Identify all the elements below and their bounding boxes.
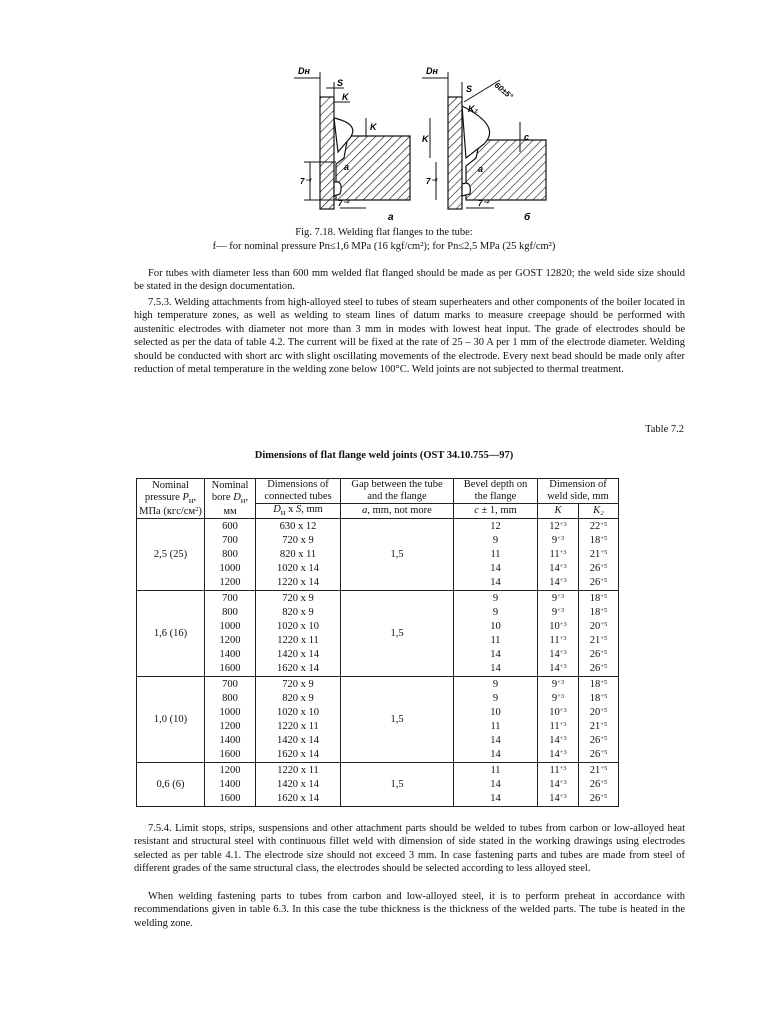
figure-caption-line1: Fig. 7.18. Welding flat flanges to the tube: bbox=[295, 227, 473, 238]
k-value: $10^{+3}$ bbox=[549, 707, 567, 719]
bevel-depth: 9 bbox=[492, 593, 499, 605]
table-label: Table 7.2 bbox=[645, 424, 684, 435]
bevel-depth: 11 bbox=[490, 635, 501, 647]
table-row bbox=[137, 677, 619, 763]
bevel-depth-column bbox=[454, 763, 538, 807]
k2-value: $26^{+5}$ bbox=[589, 649, 608, 661]
header-weld: Dimension of weld side, mm bbox=[538, 479, 619, 504]
k2-value-column bbox=[579, 591, 619, 677]
tube-dimension-column bbox=[256, 519, 341, 591]
bore-value: 1200 bbox=[219, 577, 241, 589]
tolerance: +3 bbox=[559, 577, 567, 585]
bore-value: 1400 bbox=[219, 779, 241, 791]
tolerance: +5 bbox=[600, 521, 608, 529]
tube-dimension: 630 x 12 bbox=[279, 521, 317, 533]
k2-value: $26^{+5}$ bbox=[589, 779, 608, 791]
table-row bbox=[137, 763, 619, 807]
bore-value: 1600 bbox=[219, 663, 241, 675]
header-bevel-sub: c ± 1, mm bbox=[454, 504, 538, 519]
a-gap-label-b: a bbox=[478, 164, 484, 174]
tolerance: +5 bbox=[600, 593, 608, 601]
tolerance: +3 bbox=[559, 521, 567, 529]
tube-dimension: 1220 x 14 bbox=[277, 577, 319, 589]
tube-dimension: 1220 x 11 bbox=[277, 721, 319, 733]
k-value: $14^{+3}$ bbox=[549, 749, 567, 761]
k2-value: $21^{+5}$ bbox=[589, 635, 608, 647]
figure-caption-line2: f— for nominal pressure Pn≤1,6 MPa (16 kgf/cm²); for Pn≤2,5 MPa (25 kgf/cm²) bbox=[212, 241, 556, 252]
k2-value: $20^{+5}$ bbox=[589, 707, 608, 719]
tolerance: +5 bbox=[600, 765, 608, 773]
tolerance: +5 bbox=[600, 563, 608, 571]
k-value: $9^{+3}$ bbox=[551, 679, 565, 691]
k2-value: $26^{+5}$ bbox=[589, 577, 608, 589]
tolerance: +5 bbox=[600, 549, 608, 557]
pressure-cell: 1,6 (16) bbox=[137, 591, 205, 677]
bevel-depth: 10 bbox=[490, 621, 501, 633]
bore-value: 800 bbox=[222, 549, 238, 561]
tolerance: +3 bbox=[559, 793, 567, 801]
weld-joint-figure bbox=[280, 62, 570, 224]
k2-value: $22^{+5}$ bbox=[589, 521, 608, 533]
k2-value: $18^{+5}$ bbox=[589, 535, 608, 547]
k-value: $14^{+3}$ bbox=[549, 735, 567, 747]
bevel-depth: 9 bbox=[492, 607, 499, 619]
tolerance: +3 bbox=[559, 765, 567, 773]
tolerance: +5 bbox=[600, 577, 608, 585]
pressure-cell: 0,6 (6) bbox=[137, 763, 205, 807]
weld-joint-drawing bbox=[280, 62, 570, 224]
tube-dimension: 1220 x 11 bbox=[277, 635, 319, 647]
k2-value: $18^{+5}$ bbox=[589, 693, 608, 705]
tube-dimension-column bbox=[256, 677, 341, 763]
k-value: $9^{+3}$ bbox=[551, 593, 565, 605]
bevel-depth-column bbox=[454, 519, 538, 591]
bore-value: 700 bbox=[222, 535, 238, 547]
k-value: $10^{+3}$ bbox=[549, 621, 567, 633]
bevel-depth: 14 bbox=[490, 735, 501, 747]
k2-value: $21^{+5}$ bbox=[589, 549, 608, 561]
tolerance: +3 bbox=[557, 607, 565, 615]
flange-dimensions-table bbox=[136, 478, 619, 807]
tol-horiz-label-b: 7⁻² bbox=[478, 199, 490, 208]
k-value: $14^{+3}$ bbox=[549, 649, 567, 661]
tolerance: +5 bbox=[600, 721, 608, 729]
bore-value: 600 bbox=[222, 521, 238, 533]
k2-value: $18^{+5}$ bbox=[589, 679, 608, 691]
tolerance: +3 bbox=[557, 693, 565, 701]
bevel-depth: 11 bbox=[490, 765, 501, 777]
bore-value-column bbox=[205, 519, 256, 591]
tolerance: +5 bbox=[600, 749, 608, 757]
bevel-depth-column bbox=[454, 591, 538, 677]
tube-dimension-column bbox=[256, 763, 341, 807]
tube-dimension: 720 x 9 bbox=[282, 679, 314, 691]
k-value: $12^{+3}$ bbox=[549, 521, 567, 533]
gap-cell: 1,5 bbox=[341, 519, 454, 591]
bevel-depth: 9 bbox=[492, 535, 499, 547]
header-pressure: Nominal pressure $P_н$, МПа $(кгс/см^2)$ bbox=[137, 479, 205, 519]
k2-value: $21^{+5}$ bbox=[589, 721, 608, 733]
tolerance: +5 bbox=[600, 693, 608, 701]
tube-dimension: 1020 x 10 bbox=[277, 707, 319, 719]
k-value: $9^{+3}$ bbox=[551, 535, 565, 547]
k-value: $11^{+3}$ bbox=[549, 635, 567, 647]
k-value-column bbox=[538, 763, 579, 807]
tolerance: +3 bbox=[559, 621, 567, 629]
tolerance: +5 bbox=[600, 735, 608, 743]
tolerance: +3 bbox=[559, 779, 567, 787]
tolerance: +3 bbox=[559, 635, 567, 643]
k2-value: $26^{+5}$ bbox=[589, 749, 608, 761]
variant-b-label: б bbox=[524, 212, 531, 223]
tube-dimension: 1020 x 14 bbox=[277, 563, 319, 575]
tube-dimension: 1620 x 14 bbox=[277, 793, 319, 805]
tube-dimension: 720 x 9 bbox=[282, 535, 314, 547]
k-value: $14^{+3}$ bbox=[549, 663, 567, 675]
k-value: $11^{+3}$ bbox=[549, 549, 567, 561]
k-label-side: K bbox=[370, 122, 377, 132]
k2-label: K₂ bbox=[468, 104, 478, 114]
dn-label-b: Dн bbox=[426, 66, 438, 76]
tolerance: +3 bbox=[557, 535, 565, 543]
header-k2: K₂ bbox=[579, 504, 619, 519]
bevel-depth: 11 bbox=[490, 721, 501, 733]
tolerance: +3 bbox=[559, 563, 567, 571]
bevel-depth: 14 bbox=[490, 649, 501, 661]
bore-value: 1400 bbox=[219, 649, 241, 661]
k-label: K bbox=[342, 92, 349, 102]
bore-value-column bbox=[205, 677, 256, 763]
bevel-depth-column bbox=[454, 677, 538, 763]
pressure-cell: 1,0 (10) bbox=[137, 677, 205, 763]
k-value: $14^{+3}$ bbox=[549, 779, 567, 791]
header-tubes: Dimensions of connected tubes bbox=[256, 479, 341, 504]
tol-vert-label: 7⁻² bbox=[300, 177, 312, 186]
k-value: $14^{+3}$ bbox=[549, 577, 567, 589]
k-value: $14^{+3}$ bbox=[549, 793, 567, 805]
tolerance: +3 bbox=[559, 649, 567, 657]
tube-dimension: 1220 x 11 bbox=[277, 765, 319, 777]
k-value-column bbox=[538, 591, 579, 677]
tolerance: +5 bbox=[600, 607, 608, 615]
paragraph-1-text: For tubes with diameter less than 600 mm welded flat flanged should be made as per GOST 12820; the weld side size should be stated in the design documentation. bbox=[134, 268, 685, 293]
bore-value: 800 bbox=[222, 693, 238, 705]
tube-dimension: 820 x 9 bbox=[282, 693, 314, 705]
k-value-column bbox=[538, 677, 579, 763]
tolerance: +3 bbox=[559, 735, 567, 743]
k-value: $9^{+3}$ bbox=[551, 693, 565, 705]
bevel-depth: 14 bbox=[490, 577, 501, 589]
k-value: $14^{+3}$ bbox=[549, 563, 567, 575]
gap-cell: 1,5 bbox=[341, 591, 454, 677]
bevel-depth: 12 bbox=[490, 521, 501, 533]
angle-label: 60±5° bbox=[492, 80, 515, 101]
tolerance: +5 bbox=[600, 635, 608, 643]
bore-value: 1000 bbox=[219, 621, 241, 633]
header-bore: Nominal bore $D_н$, мм bbox=[205, 479, 256, 519]
tube-dimension: 820 x 9 bbox=[282, 607, 314, 619]
tube-dimension: 1420 x 14 bbox=[277, 735, 319, 747]
bevel-depth: 14 bbox=[490, 779, 501, 791]
tolerance: +3 bbox=[559, 549, 567, 557]
paragraph-4 bbox=[134, 890, 685, 930]
k2-value: $18^{+5}$ bbox=[589, 607, 608, 619]
tolerance: +5 bbox=[600, 663, 608, 671]
header-gap-sub: a, mm, not more bbox=[341, 504, 454, 519]
k-value: $11^{+3}$ bbox=[549, 721, 567, 733]
paragraph-2-text: 7.5.3. Welding attachments from high-alloyed steel to tubes of steam superheaters and other components of the boiler located in high temperature zones, as well as welding to steam lines of datum marks to measure creepage should be performed with austenitic electrodes with diameter not more than 3 mm in modes with lowest heat input. The grade of electrodes should be selected as per the data of table 4.2. The current will be fixed at the rate of 25 – 30 A per 1 mm of the electrode diameter. Welding should be conducted with short arc with slight oscillating movements of the electrode. Every next bead should be made only after reduction of metal temperature in the welding zone below 100°C. Weld joints are not subjected to thermal treatment. bbox=[134, 297, 685, 376]
gap-cell: 1,5 bbox=[341, 763, 454, 807]
bevel-depth: 11 bbox=[490, 549, 501, 561]
bevel-depth: 9 bbox=[492, 693, 499, 705]
bevel-depth: 9 bbox=[492, 679, 499, 691]
k2-value: $26^{+5}$ bbox=[589, 563, 608, 575]
paragraph-2 bbox=[134, 296, 685, 376]
tube-dimension: 1420 x 14 bbox=[277, 649, 319, 661]
bevel-depth: 14 bbox=[490, 793, 501, 805]
tube-dimension: 1420 x 14 bbox=[277, 779, 319, 791]
k-value-column bbox=[538, 519, 579, 591]
tolerance: +5 bbox=[600, 535, 608, 543]
tube-dimension: 720 x 9 bbox=[282, 593, 314, 605]
variant-a-drawing bbox=[294, 66, 410, 223]
tol-vert-label-b: 7⁻² bbox=[426, 177, 438, 186]
bore-value: 1600 bbox=[219, 749, 241, 761]
bore-value: 1200 bbox=[219, 635, 241, 647]
a-gap-label: a bbox=[344, 162, 350, 172]
bevel-depth: 14 bbox=[490, 663, 501, 675]
bore-value: 800 bbox=[222, 607, 238, 619]
tolerance: +5 bbox=[600, 779, 608, 787]
table-title: Dimensions of flat flange weld joints (OST 34.10.755—97) bbox=[254, 450, 514, 461]
tube-dimension: 1620 x 14 bbox=[277, 749, 319, 761]
s-label-b: S bbox=[466, 84, 473, 94]
variant-b-drawing bbox=[422, 66, 546, 223]
tolerance: +5 bbox=[600, 793, 608, 801]
k2-value-column bbox=[579, 763, 619, 807]
k2-value: $21^{+5}$ bbox=[589, 765, 608, 777]
header-k: K bbox=[538, 504, 579, 519]
tolerance: +3 bbox=[559, 749, 567, 757]
tube-dimension: 1620 x 14 bbox=[277, 663, 319, 675]
s-label: S bbox=[337, 78, 344, 88]
header-bevel: Bevel depth on the flange bbox=[454, 479, 538, 504]
c-label: c bbox=[524, 132, 530, 142]
tolerance: +5 bbox=[600, 707, 608, 715]
k2-value-column bbox=[579, 677, 619, 763]
header-tubes-sub: $D_н$ x S, mm bbox=[256, 504, 341, 519]
header-gap: Gap between the tube and the flange bbox=[341, 479, 454, 504]
tolerance: +3 bbox=[559, 663, 567, 671]
bore-value: 700 bbox=[222, 593, 238, 605]
tolerance: +3 bbox=[557, 593, 565, 601]
paragraph-4-text: When welding fastening parts to tubes from carbon and low-alloyed steel, it is to perform preheat in accordance with recommendations given in table 6.3. In this case the tube thickness is the thickness of the welded parts. The tube is heated in the welding zone. bbox=[134, 891, 685, 929]
tube-dimension: 1020 x 10 bbox=[277, 621, 319, 633]
tol-horiz-label: 7⁻² bbox=[338, 199, 350, 208]
k2-value: $20^{+5}$ bbox=[589, 621, 608, 633]
paragraph-1 bbox=[134, 267, 685, 294]
bore-value: 1000 bbox=[219, 707, 241, 719]
bevel-depth: 14 bbox=[490, 749, 501, 761]
table-body bbox=[137, 519, 619, 807]
bore-value: 1200 bbox=[219, 765, 241, 777]
paragraph-3-text: 7.5.4. Limit stops, strips, suspensions and other attachment parts should be welded to tubes from carbon or low-alloyed heat resistant and structural steel with continuous fillet weld with dimension of side stated in the working drawings using electrodes selected as per table 4.1. The electrode size should not exceed 3 mm. In case fastening parts and tubes are made from steel of different grades of the same structural class, the electrodes should be selected according to less alloyed steel. bbox=[134, 823, 685, 875]
k-value: $11^{+3}$ bbox=[549, 765, 567, 777]
bore-value-column bbox=[205, 763, 256, 807]
gap-cell: 1,5 bbox=[341, 677, 454, 763]
bevel-depth: 14 bbox=[490, 563, 501, 575]
k2-value: $26^{+5}$ bbox=[589, 735, 608, 747]
table-row bbox=[137, 519, 619, 591]
bore-value: 1000 bbox=[219, 563, 241, 575]
bore-value-column bbox=[205, 591, 256, 677]
variant-a-label: a bbox=[388, 212, 394, 223]
k-label-b: K bbox=[422, 134, 429, 144]
k2-value: $26^{+5}$ bbox=[589, 793, 608, 805]
paragraph-3 bbox=[134, 822, 685, 876]
tolerance: +5 bbox=[600, 649, 608, 657]
bore-value: 1600 bbox=[219, 793, 241, 805]
tolerance: +5 bbox=[600, 679, 608, 687]
tolerance: +3 bbox=[559, 707, 567, 715]
pressure-cell: 2,5 (25) bbox=[137, 519, 205, 591]
tube-dimension-column bbox=[256, 591, 341, 677]
tolerance: +3 bbox=[557, 679, 565, 687]
k2-value: $26^{+5}$ bbox=[589, 663, 608, 675]
dn-label: Dн bbox=[298, 66, 310, 76]
tolerance: +5 bbox=[600, 621, 608, 629]
bore-value: 700 bbox=[222, 679, 238, 691]
table-row bbox=[137, 591, 619, 677]
tolerance: +3 bbox=[559, 721, 567, 729]
bore-value: 1200 bbox=[219, 721, 241, 733]
k2-value-column bbox=[579, 519, 619, 591]
bore-value: 1400 bbox=[219, 735, 241, 747]
tube-dimension: 820 x 11 bbox=[279, 549, 317, 561]
bevel-depth: 10 bbox=[490, 707, 501, 719]
k-value: $9^{+3}$ bbox=[551, 607, 565, 619]
k2-value: $18^{+5}$ bbox=[589, 593, 608, 605]
